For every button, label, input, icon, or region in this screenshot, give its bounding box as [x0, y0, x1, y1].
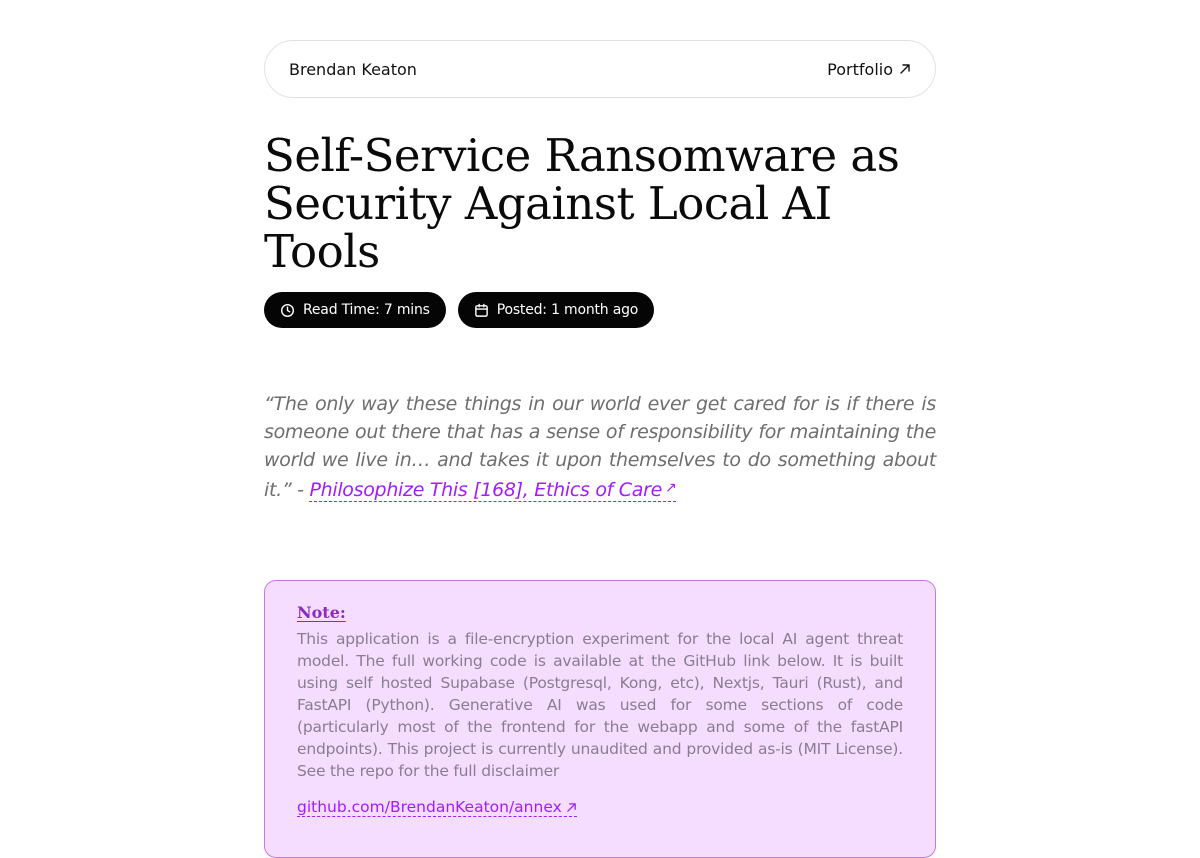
posted-date-badge	[458, 292, 654, 328]
arrow-up-right-icon	[899, 63, 911, 75]
read-time-text: Read Time: 7 mins	[303, 302, 430, 318]
portfolio-link[interactable]	[827, 60, 911, 79]
quote-text: “The only way these things in our world ever get cared for is if there is someone out there that has a sense of responsibility for maintaining the world we live in… and takes it upon themselves to do something about it.” -	[264, 393, 936, 501]
epigraph-quote	[264, 390, 936, 504]
repo-link-label: github.com/BrendanKeaton/annex	[297, 798, 562, 816]
article-meta	[264, 292, 936, 328]
arrow-up-right-icon: ↗	[665, 480, 677, 496]
note-body: This application is a file-encryption experiment for the local AI agent threat model. The full working code is available at the GitHub link below. It is built using self hosted Supabase (Postgresql, Kong, etc), Nextjs, Tauri (Rust), and FastAPI (Python). Generative AI was used for some sections of code (particularly most of the frontend for the webapp and some of the fastAPI endpoints). This project is currently unaudited and provided as-is (MIT License). See the repo for the full disclaimer	[297, 630, 903, 780]
quote-source-link[interactable]	[309, 479, 676, 502]
top-nav-bar	[264, 40, 936, 98]
note-callout	[264, 580, 936, 858]
note-label: Note:	[297, 603, 346, 622]
github-repo-link[interactable]	[297, 798, 577, 817]
calendar-icon	[474, 303, 489, 318]
arrow-up-right-icon	[566, 802, 577, 813]
author-name[interactable]: Brendan Keaton	[289, 59, 417, 79]
portfolio-label: Portfolio	[827, 59, 893, 79]
clock-icon	[280, 303, 295, 318]
page-container	[264, 40, 936, 858]
read-time-badge	[264, 292, 446, 328]
article-title: Self-Service Ransomware as Security Against Local AI Tools	[264, 129, 900, 278]
posted-text: Posted: 1 month ago	[496, 302, 639, 318]
quote-source-label: Philosophize This [168], Ethics of Care	[309, 479, 663, 501]
